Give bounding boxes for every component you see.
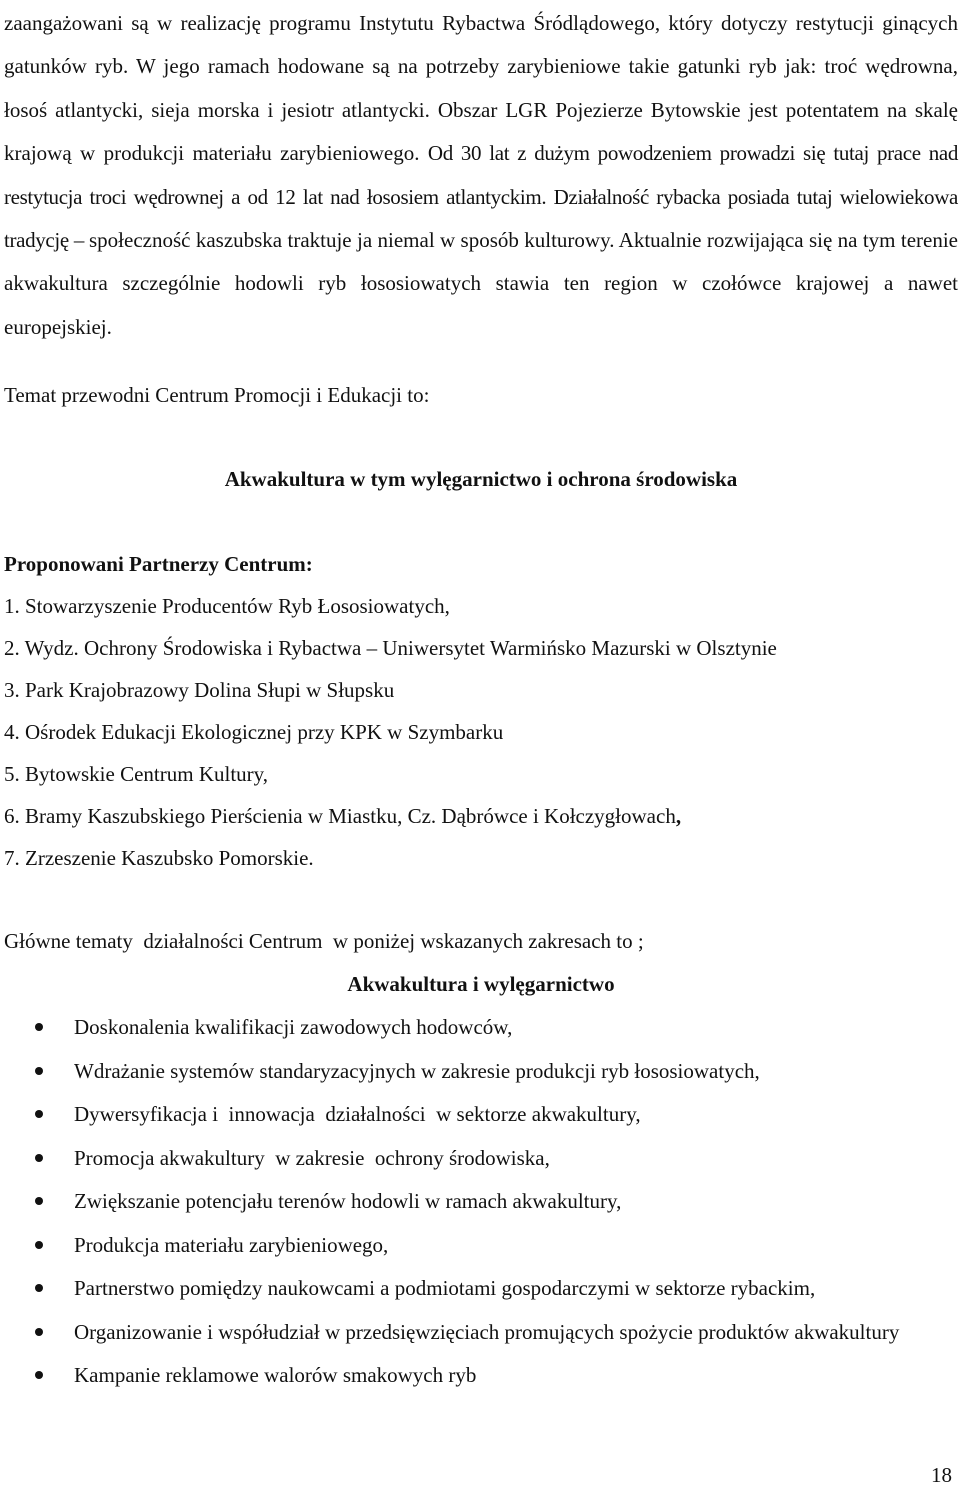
bullet-item bbox=[4, 1050, 954, 1094]
bullet-text: Doskonalenia kwalifikacji zawodowych hodowców, bbox=[74, 1015, 513, 1039]
lead-text: Temat przewodni Centrum Promocji i Edukacji to: bbox=[4, 383, 430, 407]
bullet-text: Promocja akwakultury w zakresie ochrony środowiska, bbox=[74, 1145, 550, 1170]
bullet-dot-icon bbox=[35, 1067, 43, 1075]
intro-part-5: Aktualnie rozwijająca się na tym terenie akwakultura szczególnie hodowli ryb łososiowatych stawia ten region w czołówce krajowej a nawet europejskiej. bbox=[4, 228, 958, 339]
page-number: 18 bbox=[931, 1463, 952, 1487]
partner-item: 5. Bytowskie Centrum Kultury, bbox=[4, 762, 269, 786]
bullet-item bbox=[4, 1137, 954, 1181]
bullet-dot-icon bbox=[35, 1284, 43, 1292]
bullet-dot-icon bbox=[35, 1154, 43, 1162]
intro-part-2: Od 30 lat z dużym powodzeniem prowadzi się tutaj prace nad restytucja troci wędrownej a od 12 lat nad łososiem atlantyckim. bbox=[4, 141, 958, 209]
intro-part-1: zaangażowani są w realizację programu Instytutu Rybactwa Śródlądowego, który dotyczy restytucji ginących gatunków ryb. W jego ramach hodowane są na potrzeby zarybieniowe takie gatunki ryb jak: troć wędrowna, łosoś atlantycki, sieja morska i jesiotr atlantycki. Obszar LGR Pojezierze Bytowskie jest potentatem na skalę krajową w produkcji materiału zarybieniowego. bbox=[4, 11, 958, 166]
bullet-dot-icon bbox=[35, 1197, 43, 1205]
bullet-text: Produkcja materiału zarybieniowego, bbox=[74, 1232, 389, 1257]
bullet-text: Kampanie reklamowe walorów smakowych ryb bbox=[74, 1363, 477, 1387]
bullet-item bbox=[4, 1093, 954, 1137]
bullet-text: Organizowanie i współudział w przedsięwzięciach promujących spożycie produktów akwakultury bbox=[74, 1319, 900, 1344]
bullet-dot-icon bbox=[35, 1023, 43, 1031]
partner-item: 4. Ośrodek Edukacji Ekologicznej przy KPK w Szymbarku bbox=[4, 720, 504, 744]
partner-item-text: 6. Bramy Kaszubskiego Pierścienia w Miastku, Cz. Dąbrówce i Kołczygłowach bbox=[4, 804, 676, 828]
partners-list bbox=[4, 585, 777, 879]
document-page bbox=[4, 0, 958, 1487]
main-theme-heading: Akwakultura w tym wylęgarnictwo i ochrona środowiska bbox=[224, 467, 738, 491]
bullet-text: Dywersyfikacja i innowacja działalności w sektorze akwakultury, bbox=[74, 1102, 641, 1126]
intro-part-3: Działalność rybacka posiada tutaj wielowiekowa tradycję – bbox=[4, 184, 958, 253]
bullet-text: Zwiększanie potencjału terenów hodowli w ramach akwakultury, bbox=[74, 1189, 622, 1213]
bullet-item bbox=[4, 1006, 954, 1050]
bullet-item bbox=[4, 1224, 954, 1268]
themes-bullet-list bbox=[4, 1006, 954, 1398]
bullet-text: Partnerstwo pomiędzy naukowcami a podmiotami gospodarczymi w sektorze rybackim, bbox=[74, 1276, 816, 1300]
partners-title: Proponowani Partnerzy Centrum: bbox=[4, 552, 313, 576]
bullet-item bbox=[4, 1180, 954, 1224]
bullet-dot-icon bbox=[35, 1241, 43, 1249]
partner-item: 2. Wydz. Ochrony Środowiska i Rybactwa – Uniwersytet Warmińsko Mazurski w Olsztynie bbox=[4, 636, 777, 660]
partner-item: 1. Stowarzyszenie Producentów Ryb Łososiowatych, bbox=[4, 594, 450, 618]
bullet-dot-icon bbox=[35, 1371, 43, 1379]
partner-item: 3. Park Krajobrazowy Dolina Słupi w Słupsku bbox=[4, 678, 395, 702]
bullet-item bbox=[4, 1267, 954, 1311]
intro-paragraph bbox=[4, 0, 958, 349]
bullet-dot-icon bbox=[35, 1328, 43, 1336]
themes-lead: Główne tematy działalności Centrum w poniżej wskazanych zakresach to ; bbox=[4, 929, 644, 953]
partner-item-suffix: , bbox=[675, 804, 682, 828]
partner-item: 7. Zrzeszenie Kaszubsko Pomorskie. bbox=[4, 846, 314, 870]
themes-heading: Akwakultura i wylęgarnictwo bbox=[347, 972, 615, 996]
intro-part-4: społeczność kaszubska traktuje ja niemal w sposób kulturowy. bbox=[89, 228, 619, 253]
partner-item bbox=[4, 795, 777, 837]
bullet-text: Wdrażanie systemów standaryzacyjnych w zakresie produkcji ryb łososiowatych, bbox=[74, 1058, 760, 1083]
bullet-dot-icon bbox=[35, 1110, 43, 1118]
bullet-item bbox=[4, 1354, 954, 1398]
bullet-item bbox=[4, 1311, 954, 1355]
